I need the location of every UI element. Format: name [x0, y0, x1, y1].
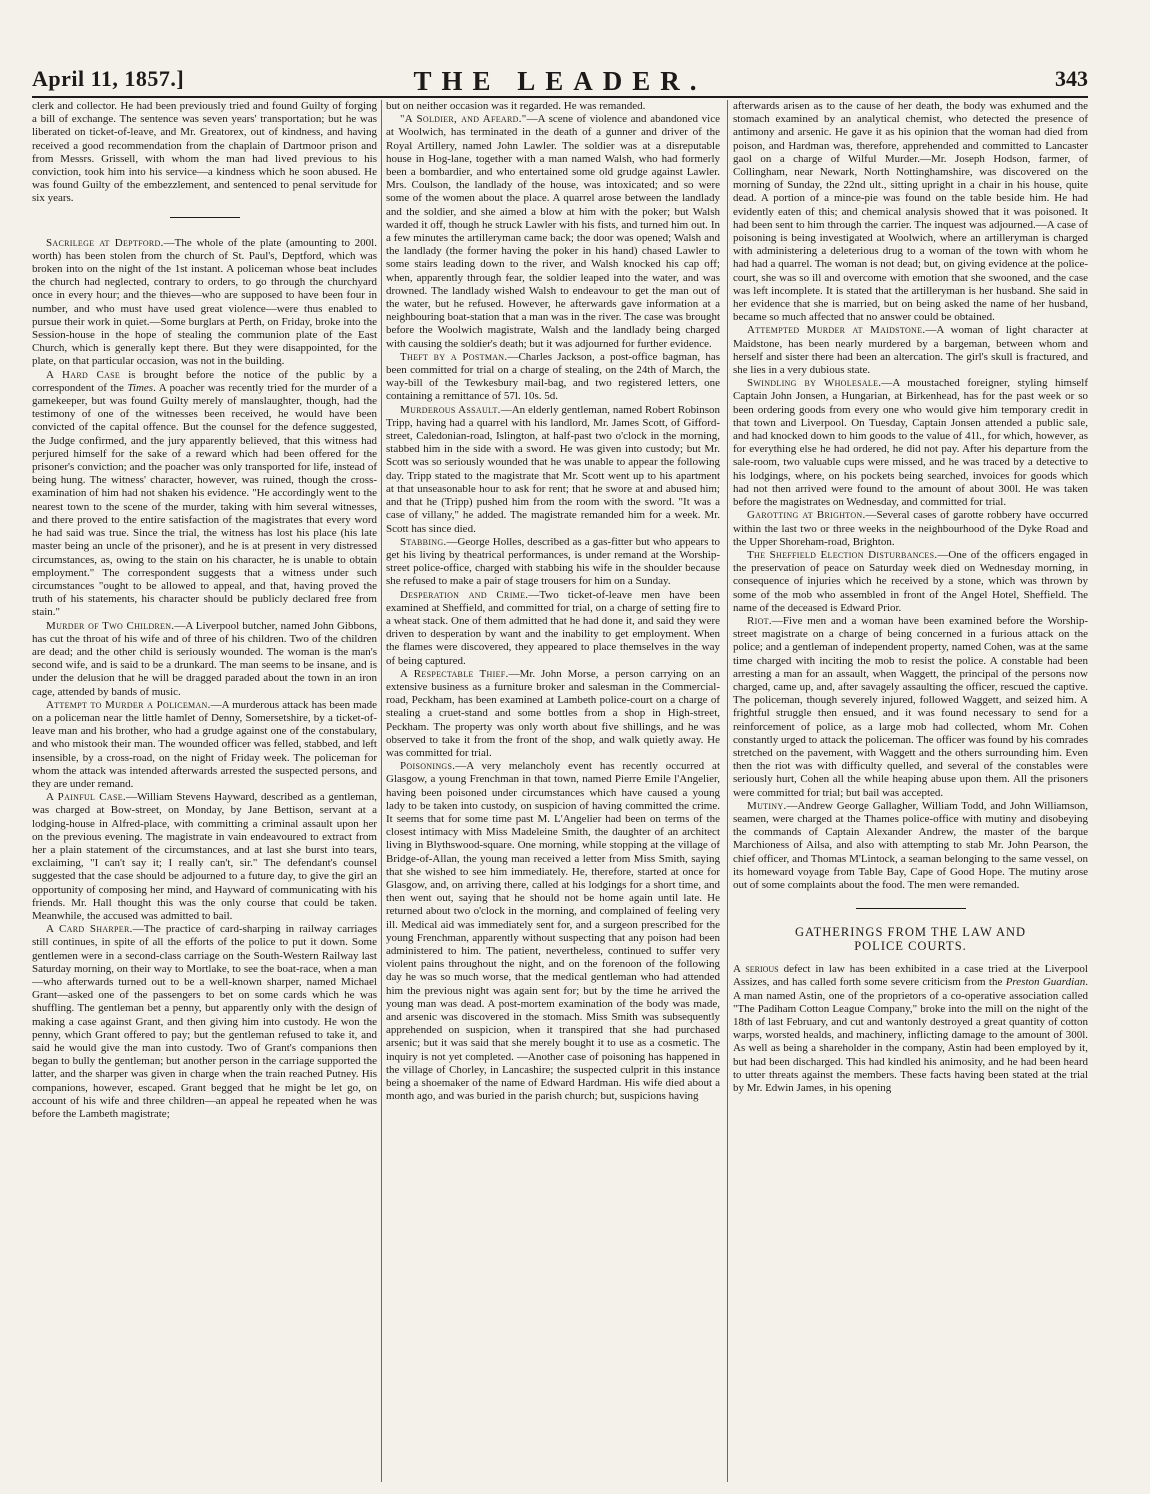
article-text: —A scene of violence and abandoned vice at Woolwich, has terminated in the death of a gunner and driver of the Royal Artillery, named John Lawler. The soldier was at a disreputable house in Hog-lane, together with a man named Walsh, who had formerly been a bombardier, and who entertained some old grudge against Lawler. Mrs. Coulson, the landlady of the house, was intoxicated; and so were some of the women about the place. A quarrel arose between the landlady and the soldier, and she aimed a blow at him with the poker; but Walsh warded it off, though he struck Lawler with his fists, and turned him out. In a few minutes the artilleryman came back; the door was opened; Walsh and the landlady (the former having the poker in his hand) chased Lawler to some stairs leading down to the river, and Walsh knocked his cap off; when, apparently through fear, the soldier leaped into the water, and was drowned. The landlady wished Walsh to endeavour to get the man out of the water, but he refused. However, he afterwards gave information at a neighbouring boat-station that a man was in the river. The case was brought before the Woolwich magistrate, Walsh and the landlady being charged with causing the soldier's death; but it was adjourned for further evidence.	[386, 113, 720, 350]
article-paragraph	[386, 589, 720, 668]
page-number: 343	[1055, 66, 1088, 91]
column-2	[386, 100, 720, 1480]
article-heading: Swindling by Wholesale.	[747, 377, 882, 390]
article-paragraph	[733, 377, 1088, 509]
article-paragraph	[386, 404, 720, 536]
article-text: —Five men and a woman have been examined before the Worship-street magistrate on a charge of being concerned in a furious attack on the police; and a gentleman of independent property, named Cohen, was at the same time charged with inciting the mob to resist the police. A constable had been arresting a man for an assault, when Waggett, the principal of the persons now charged, came up, and, after savagely assaulting the officer, rescued the captive. The policeman, though severely injured, followed Waggett, and seized him. A frightful struggle then ensued, and it was found necessary to send for a reinforcement of police, as a large mob had collected, whom Mr. Cohen constantly urged to attack the policeman. The officer was found by his comrades stretched on the pavement, with Waggett and the others surrounding him. Even then the riot was with difficulty quelled, and several of the constables were seriously hurt, Cohen all the while heaping abuse upon them. All the prisoners were committed for trial; but bail was accepted.	[733, 614, 1088, 799]
article-heading: A Respectable Thief.	[400, 667, 509, 680]
article-heading: The Sheffield Election Disturbances.	[747, 548, 938, 561]
section-divider	[856, 908, 966, 909]
article-text: —A woman of light character at Maidstone, has been nearly murdered by a bargeman, between whom and herself and sister there had been an altercation. The girl's skull is fractured, and she lies in a very dubious state.	[733, 324, 1088, 377]
article-text: . A man named Astin, one of the proprietors of a co-operative association called "The Padiham Cotton League Company," broke into the mill on the night of the 18th of last February, and cut and wantonly destroyed a great quantity of cotton warps, worsted healds, and machinery, inflicting damage to the amount of 300l. As well as being a shareholder in the company, Astin had been employed by it, but had been discharged. This had kindled his animosity, and he had been heard to utter threats against the members. These facts having been stated at the trial by Mr. Edwin James, in his opening	[733, 976, 1088, 1095]
column-divider	[727, 100, 728, 1482]
article-paragraph	[386, 113, 720, 351]
section-title-line: GATHERINGS FROM THE LAW AND	[794, 925, 1027, 940]
section-title-line: POLICE COURTS.	[854, 939, 967, 954]
article-heading: A Hard Case	[46, 368, 121, 381]
article-text: . A poacher was recently tried for the murder of a gamekeeper, but was found Guilty merely of manslaughter, though, had the testimony of one of the witnesses been received, he would have been convicted of the capital offence. But the counsel for the defence suggested, the Judge confirmed, and the jury apparently believed, that this witness had perjured himself for the sake of a reward which had been offered for the prisoner's conviction; and the poacher was only transported for life, instead of being hung. The witness' character, however, was ruined, though the cross-examination of him had not shaken his evidence. "He accordingly went to the nearest town to the scene of the murder, taking with him several witnesses, and there proved to the entire satisfaction of the magistrates that every word he had said was true. Since the trial, the witness has lost his place (his late master being an uncle of the prisoner), and he is at present in very distressed circumstances, as, owing to the stain on his character, he is unable to obtain employment." The correspondent suggests that a witness under such circumstances "ought to be allowed to appeal, and that, having proved the truth of his statements, his character should be publicly declared free from stain."	[32, 381, 377, 619]
article-paragraph	[32, 620, 377, 699]
article-text: —Several cases of garotte robbery have occurred within the last two or three weeks in the neighbourhood of the Dyke Road and the Upper Shoreham-road, Brighton.	[733, 509, 1088, 548]
article-paragraph	[733, 324, 1088, 377]
article-paragraph	[32, 923, 377, 1121]
article-heading: Mutiny.	[747, 799, 787, 812]
article-text-italic: Times	[127, 381, 154, 394]
article-paragraph	[32, 791, 377, 923]
article-paragraph	[32, 237, 377, 369]
article-heading: Sacrilege at Deptford.	[46, 236, 164, 249]
article-text: —The practice of card-sharping in railway carriages still continues, in spite of all the efforts of the police to put it down. Some gentlemen were in a second-class carriage on the South-Western Railway last Saturday morning, on their way to Mortlake, to see the boat-race, when a man—who afterwards turned out to be a well-known sharper, named Michael Grant—asked one of the passengers to bet on some cards which he was shuffling. The gentleman bet a penny, but apparently only with the design of making a case against Grant, and then giving him into custody. He won the penny, which Grant offered to pay; but the gentleman refused to take it, and said he would give the man into custody. Two of Grant's companions then began to bully the gentleman; but another person in the carriage supported the latter, and the sharper was given in charge when the train reached Putney. His companions, however, escaped. Grant begged that he might be let go, on account of his wife and three children—an appeal he repeated when he was before the Lambeth magistrate;	[32, 923, 377, 1121]
article-text: defect in law has been exhibited in a case tried at the Liverpool Assizes, and has called forth some severe criticism from the	[733, 963, 1088, 989]
article-paragraph: clerk and collector. He had been previously tried and found Guilty of forging a bill of exchange. The sentence was seven years' transportation; but he was liberated on ticket-of-leave, and Mr. Greatorex, out of kindness, and having received a good recommendation from the chaplain of Dartmoor prison and from Messrs. Grissell, with whom the man had lived previous to his conviction, took him into his service—a kindness which he soon abused. He was found Guilty of the embezzlement, and sentenced to penal servitude for six years.	[32, 100, 377, 205]
article-heading: Riot.	[747, 614, 772, 627]
article-divider	[170, 217, 240, 218]
section-title	[733, 925, 1088, 953]
column-1	[32, 100, 377, 1480]
article-paragraph	[733, 549, 1088, 615]
article-text: —Mr. John Morse, a person carrying on an extensive business as a furniture broker and salesman in the Commercial-road, Peckham, has been examined at Lambeth police-court on a charge of stealing a cruet-stand and some bottles from a shop in High-street, Peckham. The property was only worth about five shillings, and he was observed to take it from the front of the shop, and walk quietly away. He was committed for trial.	[386, 667, 720, 759]
article-paragraph	[733, 615, 1088, 800]
column-divider	[381, 100, 382, 1482]
article-text: —Two ticket-of-leave men have been examined at Sheffield, and committed for trial, on a charge of setting fire to a wheat stack. One of them admitted that he had done it, and said they were driven to desperation by want and the inability to get employment. When the flames were discovered, they appeared to place themselves in the way of being captured.	[386, 588, 720, 667]
article-paragraph	[733, 963, 1088, 1095]
article-text: —One of the officers engaged in the preservation of peace on Saturday week died on Wednesday morning, in consequence of injuries which he received by a stone, which was thrown by some of the mob who assembled in front of the Angel Hotel, Sheffield. The name of the deceased is Edward Prior.	[733, 548, 1088, 614]
section-lead-in: A serious	[733, 963, 779, 976]
article-paragraph: afterwards arisen as to the cause of her death, the body was exhumed and the stomach examined by an analytical chemist, who detected the presence of antimony and arsenic. He gave it as his opinion that the woman had died from poison, and Hardman was, therefore, apprehended and committed to Lancaster gaol on a charge of Wilful Murder.—Mr. Joseph Hodson, farmer, of Collingham, near Newark, North Nottinghamshire, was discovered on the morning of Sunday, the 22nd ult., sitting upright in a chair in his house, quite dead. A portion of a mince-pie was found on the table beside him. He had evidently eaten of this; and chemical analysis showed that it was poisoned. It had been sent to him through the carrier. The inquest was adjourned.—A case of poisoning is being investigated at Woolwich, where an artilleryman is charged with administering a deleterious drug to a woman of the town with whom he had had a quarrel. The woman is not dead; but, on giving evidence at the police-court, she was so ill and overcome with emotion that she swooned, and the case was left incomplete. It is stated that the artilleryman is her husband. She said in her evidence that she is married, but on being asked the name of her husband, became so much affected that no answer could be obtained.	[733, 100, 1088, 324]
article-paragraph	[386, 351, 720, 404]
article-heading: Attempt to Murder a Policeman.	[46, 698, 211, 711]
article-paragraph	[32, 369, 377, 620]
article-text: —A moustached foreigner, styling himself Captain John Jonsen, a Hungarian, at Birkenhead, has for the past week or so been ordering goods from every one who would give him temporary credit in that town and Liverpool. On Tuesday, Captain Jonsen attended a public sale, and had knocked down to him goods to the value of 41l., for which, however, as for everything else he had ordered, he did not pay. After his departure from the sale-room, two valuable cups were missed, and he was traced by a detective to his lodgings, where, on his pockets being searched, invoices for goods which had not then arrived were found to the amount of about 300l. He was taken before the magistrates on Wednesday, and committed for trial.	[733, 377, 1088, 509]
article-text-italic: Preston Guardian	[1005, 976, 1086, 989]
article-paragraph	[32, 699, 377, 791]
article-heading: Murderous Assault.	[400, 403, 501, 416]
article-heading: Theft by a Postman.	[400, 350, 508, 363]
article-text: is brought before the notice of the public by a correspondent of the	[32, 368, 377, 394]
newspaper-title: THE LEADER.	[413, 66, 707, 96]
article-heading: Attempted Murder at Maidstone.	[747, 324, 926, 337]
column-3	[733, 100, 1088, 1480]
article-text: —The whole of the plate (amounting to 200l. worth) has been stolen from the church of St. Paul's, Deptford, which was broken into on the night of the 1st instant. A policeman whose beat includes the church had neglected, contrary to orders, to go through the churchyard once in every hour; and the thieves—who are supposed to have been four in number, and who must have used great violence—were thus enabled to pursue their work in quiet.—Some burglars at Perth, on Friday, broke into the Session-house in the hope of stealing the communion plate of the East Church, which is generally kept there. But they were disappointed, for the plate, on that particular occasion, was not in the building.	[32, 236, 377, 368]
article-text: —Charles Jackson, a post-office bagman, has been committed for trial on a charge of stealing, on the 24th of March, the way-bill of the Tewkesbury mail-bag, and two registered letters, one containing a remittance of 57l. 10s. 5d.	[386, 350, 720, 403]
article-text: —A very melancholy event has recently occurred at Glasgow, a young Frenchman in that town, named Pierre Emile l'Angelier, having been poisoned under circumstances which have caused a young lady to be taken into custody, on suspicion of having committed the crime. It seems that for some time past M. L'Angelier had been on terms of the closest intimacy with Miss Madeleine Smith, the daughter of an architect living in Blythswood-square. One morning, while stopping at the village of Bridge-of-Allan, the young man received a letter from Miss Smith, saying that she wished to see him immediately. He, therefore, started at once for Glasgow, and, on arriving there, called at his lodgings for a short time, and then went out, saying that he should not be home again until late. He returned about two o'clock in the morning, and complained of feeling very ill. Medical aid was immediately sent for, and a surgeon prescribed for the young Frenchman, apparently without suspecting that any poison had been administered to him. The patient, nevertheless, continued to suffer very violent pains throughout the night, and on the forenoon of the following day he was so much worse, that the medical gentleman who had attended him the previous night was again sent for; but by the time he arrived the young man was dead. A post-mortem examination of the body was made, and arsenic was discovered in the stomach. Miss Smith was subsequently apprehended on suspicion, when it transpired that she had purchased arsenic; but it was said that she merely bought it to use as a cosmetic. The inquiry is not yet completed. —Another case of poisoning has happened in the village of Chorley, in Lancashire; the suspected culprit in this instance being a shoemaker of the name of Edward Hardman. His wife died about a month ago, and was buried in the parish church; but, suspicions having	[386, 760, 720, 1103]
article-paragraph	[386, 536, 720, 589]
article-text: —William Stevens Hayward, described as a gentleman, was charged at Bow-street, on Monday, by Jane Bettison, servant at a lodging-house in Alfred-place, with committing a criminal assault upon her on the previous evening. The magistrate in vain endeavoured to extract from her a plain statement of the circumstances, and at last she burst into tears, exclaiming, "I can't say it; I really can't, sir." The defendant's counsel suggested that the case should be adjourned to a future day, to give the girl an opportunity of composing her mind, and Hayward of communicating with his friends. Mr. Hall thought this was the only course that could be taken. Meanwhile, the accused was admitted to bail.	[32, 791, 377, 922]
article-heading: Stabbing.	[400, 535, 447, 548]
article-heading: A Painful Case.	[46, 791, 126, 804]
article-text: —An elderly gentleman, named Robert Robinson Tripp, having had a quarrel with his landlord, Mr. James Scott, of Gifford-street, Caledonian-road, Islington, at half-past two o'clock in the morning, stabbed him in the side with a sword. He was given into custody; but Mr. Scott was so seriously wounded that he was unable to appear the following day. Tripp stated to the magistrate that Mr. Scott went up to his apartment at that unseasonable hour to ask for rent; that he swore at and abused him; and that he (Tripp) pushed him from the room with the sword. "It was a case of villany," he added. The magistrate remanded him for a week. Mr. Scott has since died.	[386, 403, 720, 535]
article-text: —A murderous attack has been made on a policeman near the little hamlet of Denny, Somersetshire, by a ticket-of-leave man and his brother, who had a grudge against one of the constabulary, and who mistook their man. The wounded officer was felled, stabbed, and left insensible, by a cross-road, on the night of Friday week. The policeman for whom the attack was intended afterwards arrested the suspected persons, and they are under remand.	[32, 698, 377, 790]
article-text: —George Holles, described as a gas-fitter but who appears to get his living by theatrical performances, is under remand at the Worship-street police-office, charged with stabbing his wife in the shoulder because she refused to make a pair of stage trousers for him on a Sunday.	[386, 535, 720, 588]
article-text: —A Liverpool butcher, named John Gibbons, has cut the throat of his wife and of three of his children. Two of the children are dead; and the other child is seriously wounded. The woman is the man's second wife, and is said to be a drunkard. The man seems to be insane, and is under the delusion that he will be dragged paraded about the town in an iron cage, attended by bands of music.	[32, 619, 377, 698]
article-heading: Murder of Two Children.	[46, 619, 175, 632]
article-paragraph: but on neither occasion was it regarded. He was remanded.	[386, 100, 646, 112]
article-heading: Garotting at Brighton.	[747, 509, 866, 522]
article-paragraph	[733, 800, 1088, 892]
issue-date: April 11, 1857.]	[32, 66, 185, 91]
masthead	[32, 66, 1088, 98]
article-heading: "A Soldier, and Afeard."	[400, 113, 527, 126]
article-heading: Poisonings.	[400, 760, 456, 773]
article-text: —Andrew George Gallagher, William Todd, and John Williamson, seamen, were charged at the Thames police-office with mutiny and disobeying the commands of Captain Alexander Andrew, the master of the barque Marchioness of Ailsa, and also with attempting to stab Mr. John Pearson, the chief officer, and Thomas M'Lintock, a seaman belonging to the same vessel, on its homeward voyage from Table Bay, Cape of Good Hope. The mutiny arose out of some complaints about the food. The men were remanded.	[733, 799, 1088, 891]
article-paragraph	[386, 760, 720, 1103]
article-heading: Desperation and Crime.	[400, 588, 529, 601]
article-paragraph	[386, 668, 720, 760]
article-paragraph	[733, 509, 1088, 549]
article-heading: A Card Sharper.	[46, 923, 133, 936]
